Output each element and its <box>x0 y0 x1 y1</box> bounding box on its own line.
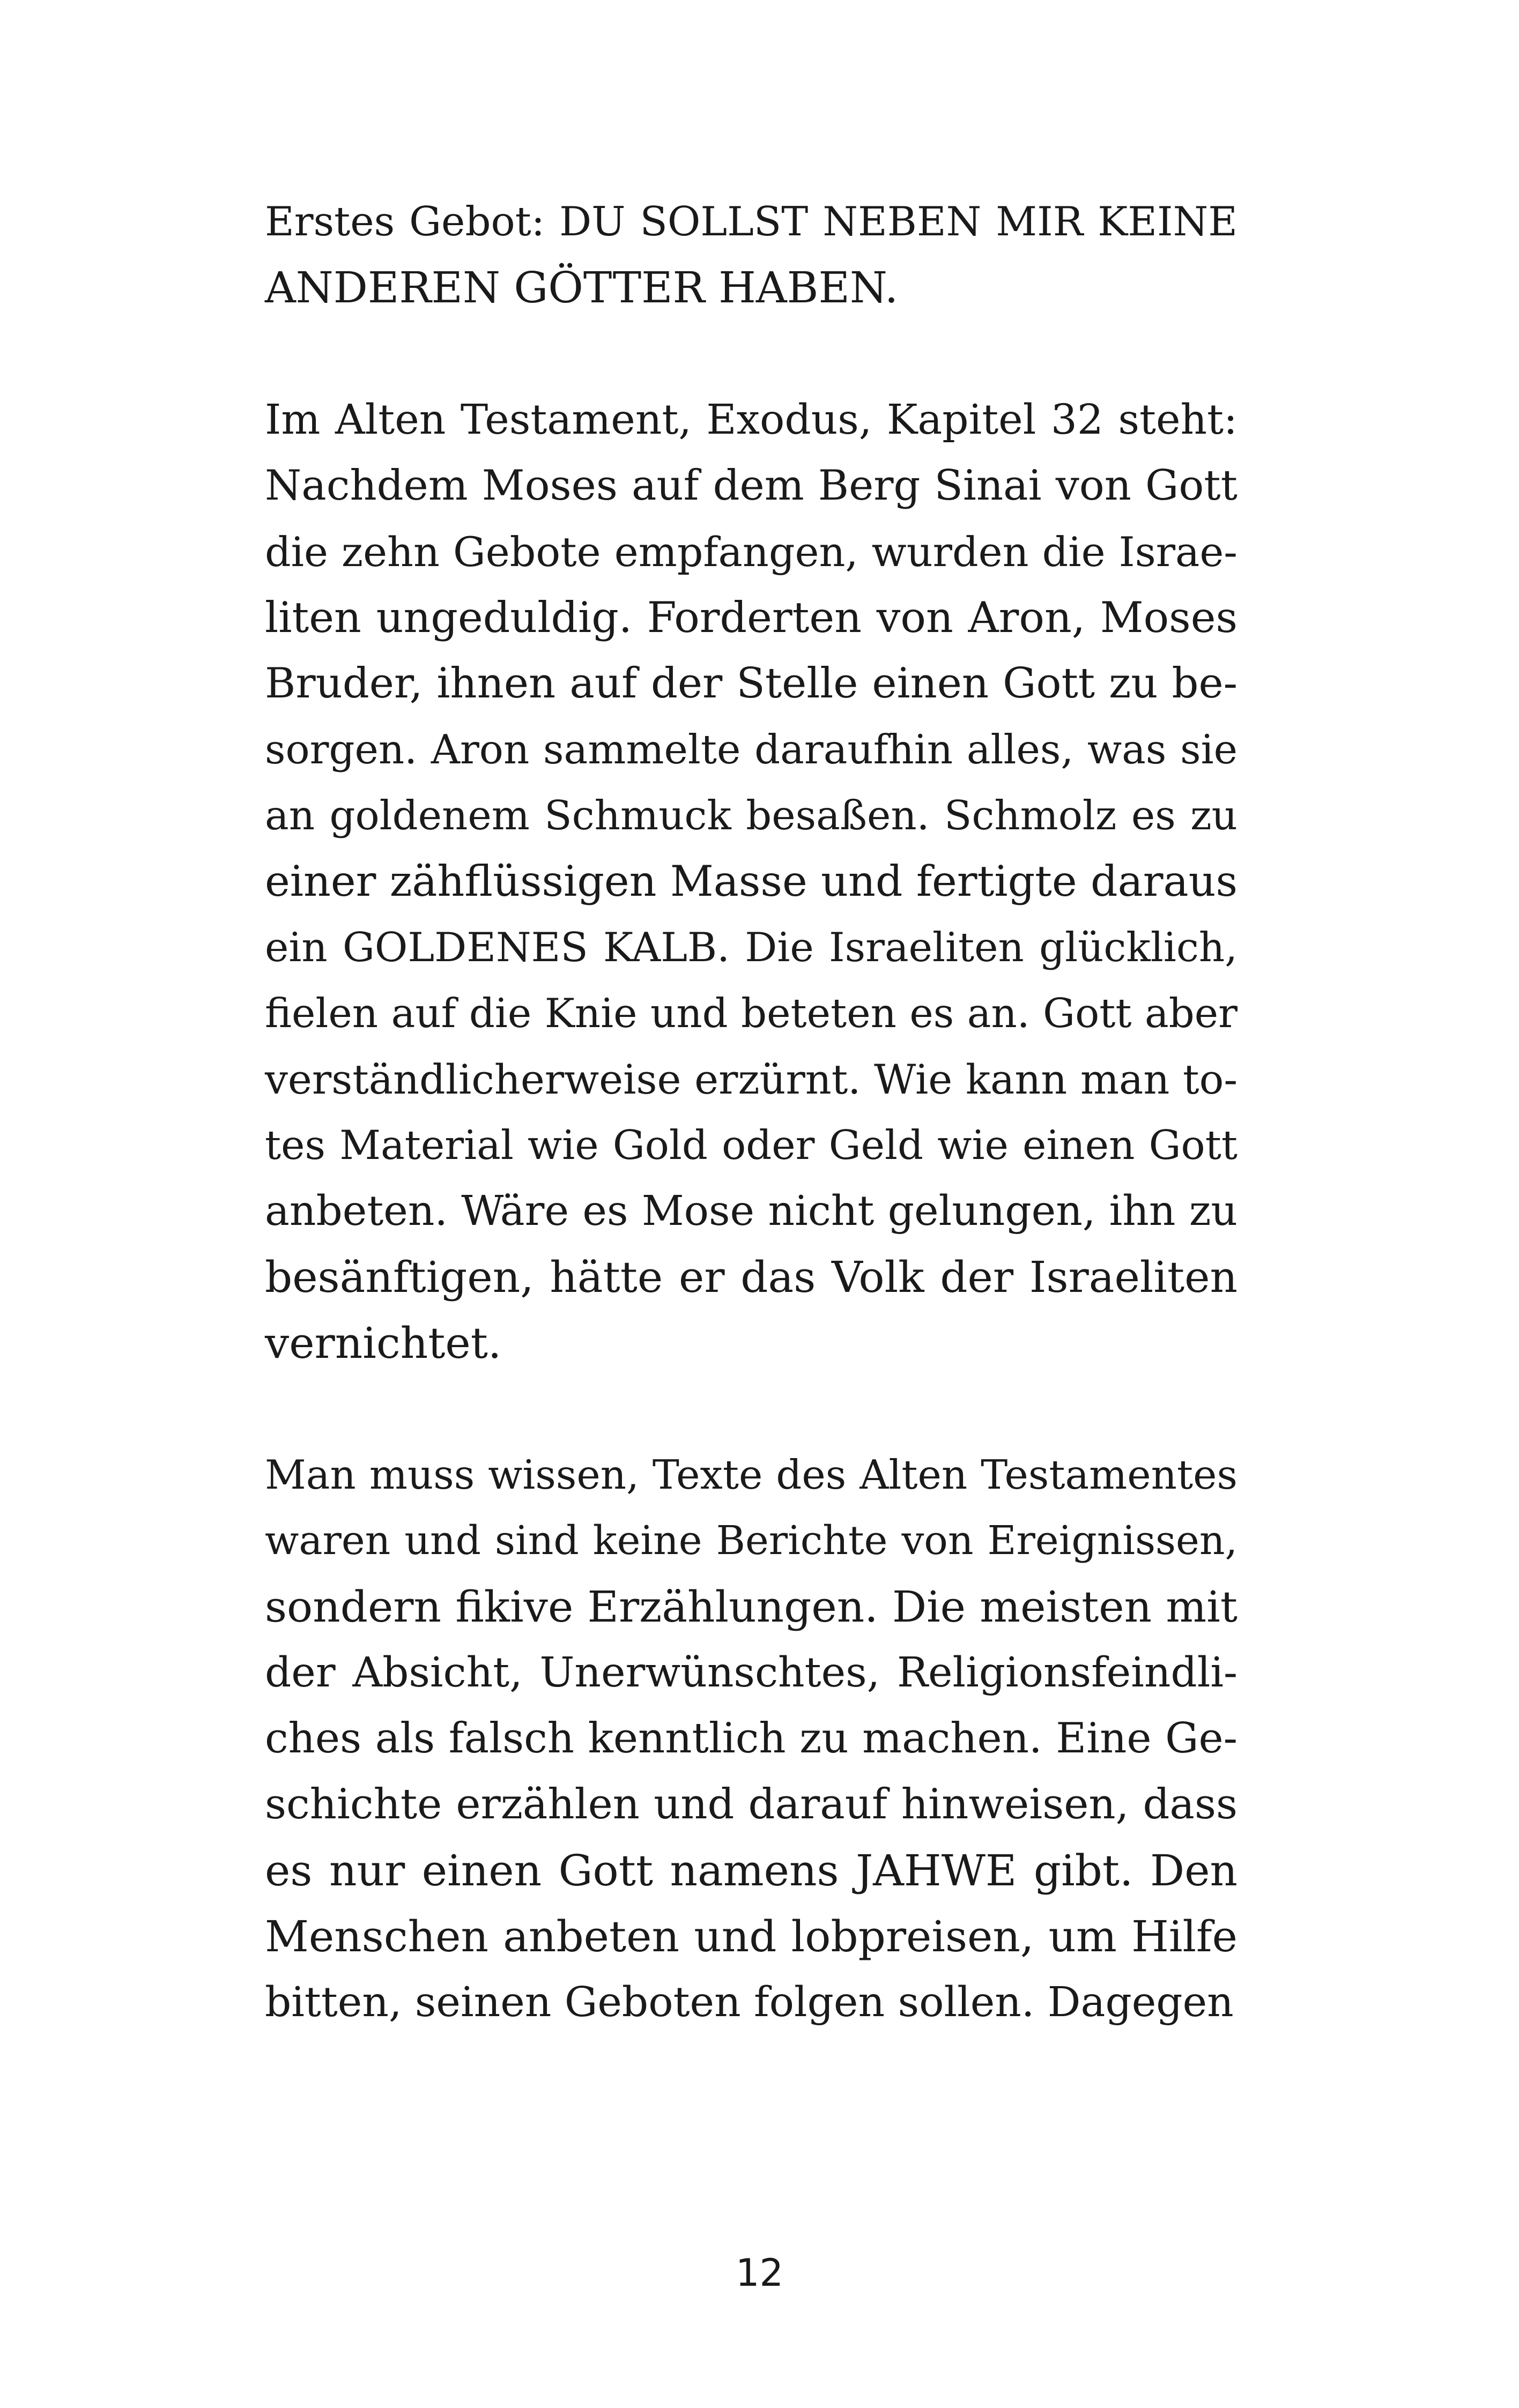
paragraph-first-commandment <box>265 189 1238 321</box>
paragraph-exodus <box>265 387 1238 1376</box>
text-line: fielen auf die Knie und beteten es an. Gott aber <box>265 990 1238 1037</box>
text-line: sorgen. Aron sammelte daraufhin alles, was sie <box>265 726 1238 773</box>
text-line: es nur einen Gott namens JAHWE gibt. Den <box>265 1846 1238 1896</box>
text-line: Im Alten Testament, Exodus, Kapitel 32 steht: <box>265 396 1238 444</box>
text-line: waren und sind keine Berichte von Ereignissen, <box>265 1518 1238 1564</box>
text-line: Man muss wissen, Texte des Alten Testamentes <box>265 1451 1238 1498</box>
text-line: liten ungeduldig. Forderten von Aron, Moses <box>265 593 1238 642</box>
text-line: anbeten. Wäre es Mose nicht gelungen, ihn zu <box>265 1187 1238 1235</box>
text-line: schichte erzählen und darauf hinweisen, dass <box>265 1780 1238 1829</box>
text-line: Erstes Gebot: DU SOLLST NEBEN MIR KEINE <box>265 198 1238 245</box>
text-line: die zehn Gebote empfangen, wurden die Israe- <box>265 528 1238 576</box>
text-line: der Absicht, Unerwünschtes, Religionsfeindli- <box>265 1649 1238 1697</box>
text-line: ANDEREN GÖTTER HABEN. <box>265 263 899 313</box>
text-line: besänftigen, hätte er das Volk der Israeliten <box>265 1252 1238 1302</box>
text-line: Nachdem Moses auf dem Berg Sinai von Gott <box>265 462 1238 510</box>
text-line: bitten, seinen Geboten folgen sollen. Dagegen <box>265 1979 1234 2026</box>
text-line: sondern fikive Erzählungen. Die meisten mit <box>265 1582 1238 1632</box>
text-line: tes Material wie Gold oder Geld wie einen Gott <box>265 1121 1238 1169</box>
page-number: 12 <box>735 2251 784 2295</box>
text-line: an goldenem Schmuck besaßen. Schmolz es zu <box>265 792 1238 839</box>
text-line: vernichtet. <box>265 1318 502 1368</box>
text-line: verständlicherweise erzürnt. Wie kann man to- <box>265 1056 1238 1103</box>
text-line: Menschen anbeten und lobpreisen, um Hilfe <box>265 1912 1238 1961</box>
text-line: Bruder, ihnen auf der Stelle einen Gott zu be- <box>265 659 1238 708</box>
paragraph-old-testament-texts <box>265 1442 1238 2035</box>
text-line: ein GOLDENES KALB. Die Israeliten glücklich, <box>265 924 1238 971</box>
text-line: einer zähflüssigen Masse und fertigte daraus <box>265 857 1238 906</box>
text-line: ches als falsch kenntlich zu machen. Eine Ge- <box>265 1714 1238 1763</box>
